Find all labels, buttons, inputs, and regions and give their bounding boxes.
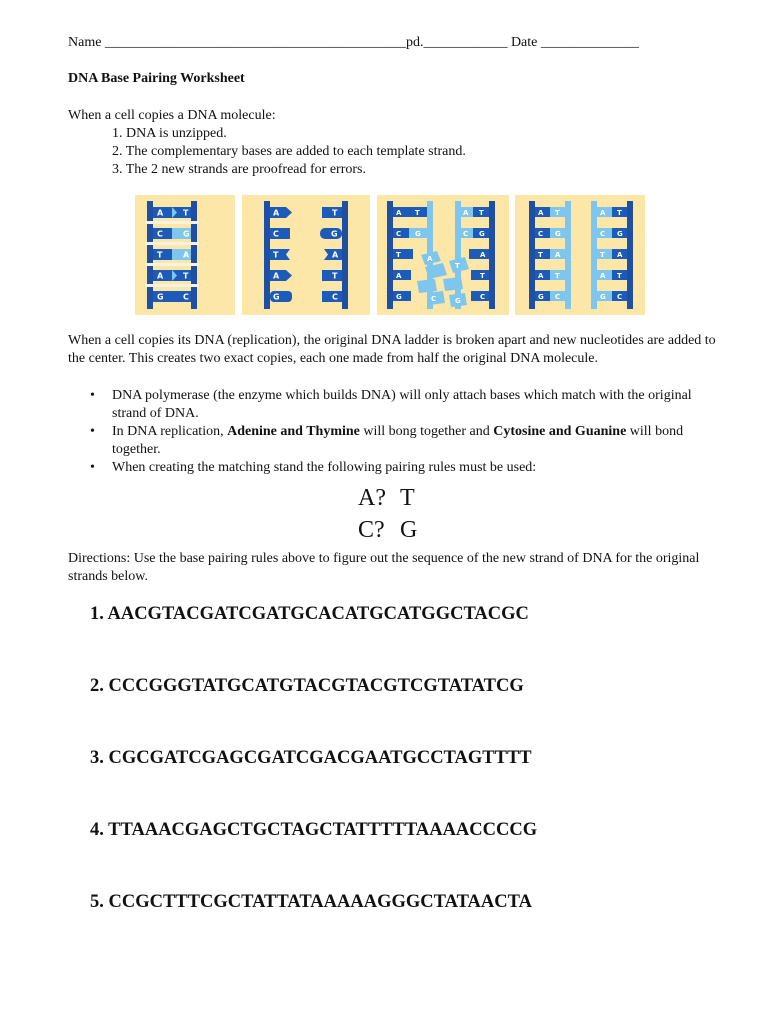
svg-text:A: A — [396, 272, 402, 280]
svg-text:C: C — [480, 293, 486, 301]
svg-text:T: T — [332, 208, 338, 218]
sequence-item-1: 1. AACGTACGATCGATGCACATGCATGGCTACGC — [90, 604, 529, 624]
bullet-marker: • — [90, 460, 95, 475]
svg-text:A: A — [183, 250, 190, 260]
svg-text:T: T — [480, 272, 485, 280]
svg-text:G: G — [538, 293, 544, 301]
sequence-item-4: 4. TTAAACGAGCTGCTAGCTATTTTTAAAACCCCG — [90, 820, 538, 840]
svg-text:C: C — [538, 230, 544, 238]
svg-text:T: T — [157, 250, 163, 260]
svg-text:C: C — [183, 292, 189, 302]
svg-text:C: C — [600, 230, 606, 238]
svg-text:A: A — [555, 251, 561, 259]
sequence-item-2: 2. CCCGGGTATGCATGTACGTACGTCGTATATCG — [90, 676, 524, 696]
svg-text:T: T — [183, 208, 189, 218]
svg-text:T: T — [555, 209, 560, 217]
svg-text:T: T — [183, 271, 189, 281]
svg-text:T: T — [415, 209, 420, 217]
svg-text:A: A — [617, 251, 623, 259]
rule-right: G — [400, 517, 418, 543]
svg-text:A: A — [396, 209, 402, 217]
bullet-item — [90, 423, 710, 459]
panel-new-bases-adding — [377, 195, 509, 315]
panel-intact-dna — [135, 195, 235, 315]
svg-text:G: G — [183, 229, 190, 239]
svg-text:G: G — [415, 230, 421, 238]
pairing-rules — [358, 482, 417, 546]
svg-text:C: C — [332, 292, 338, 302]
svg-text:T: T — [555, 272, 560, 280]
bullet-text-pre: In DNA replication, — [112, 424, 228, 439]
step-3: 3. The 2 new strands are proofread for errors. — [112, 162, 366, 177]
name-field[interactable]: ___________________________________________ — [104, 35, 406, 50]
bullet-marker: • — [90, 388, 95, 403]
svg-text:A: A — [332, 250, 339, 260]
period-label: pd. — [405, 35, 424, 50]
dna-replication-illustration — [135, 195, 645, 315]
worksheet-title: DNA Base Pairing Worksheet — [68, 71, 245, 86]
rule-c-g — [358, 514, 417, 546]
svg-text:A: A — [600, 209, 606, 217]
svg-text:C: C — [617, 293, 623, 301]
rule-right: T — [400, 485, 415, 511]
bullet-bold-at: Adenine and Thymine — [227, 424, 360, 439]
svg-text:C: C — [555, 293, 561, 301]
bullet-list — [90, 387, 710, 477]
bullet-text-post: will bond together. — [112, 424, 684, 457]
svg-text:G: G — [157, 292, 164, 302]
dna-replication-diagram — [135, 195, 645, 315]
svg-text:A: A — [157, 271, 164, 281]
period-field[interactable]: ____________ — [423, 35, 508, 50]
replication-steps — [112, 125, 466, 179]
svg-text:G: G — [455, 297, 461, 305]
svg-text:T: T — [538, 251, 543, 259]
svg-text:G: G — [600, 293, 606, 301]
intro-text: When a cell copies a DNA molecule: — [68, 108, 276, 123]
svg-text:T: T — [396, 251, 401, 259]
svg-text:A: A — [600, 272, 606, 280]
svg-text:T: T — [273, 250, 279, 260]
svg-text:T: T — [617, 272, 622, 280]
bullet-bold-cg: Cytosine and Guanine — [493, 424, 627, 439]
svg-text:C: C — [273, 229, 279, 239]
svg-text:G: G — [617, 230, 623, 238]
svg-text:T: T — [332, 271, 338, 281]
svg-text:G: G — [555, 230, 561, 238]
sequence-list — [90, 602, 537, 962]
sequence-item-5: 5. CCGCTTTCGCTATTATAAAAAGGGCTATAACTA — [90, 892, 532, 912]
step-2: 2. The complementary bases are added to each template strand. — [112, 144, 466, 159]
svg-text:A: A — [157, 208, 164, 218]
date-label: Date — [510, 35, 538, 50]
sequence-item-3: 3. CGCGATCGAGCGATCGACGAATGCCTAGTTTT — [90, 748, 532, 768]
svg-text:A: A — [273, 271, 280, 281]
svg-text:A: A — [538, 209, 544, 217]
rule-a-t — [358, 482, 417, 514]
svg-text:G: G — [396, 293, 402, 301]
bullet-item — [90, 459, 710, 477]
step-1: 1. DNA is unzipped. — [112, 126, 227, 141]
svg-text:G: G — [479, 230, 485, 238]
svg-text:C: C — [431, 295, 437, 303]
rule-left: A? — [358, 485, 386, 511]
svg-text:C: C — [157, 229, 163, 239]
bullet-text-mid: will bong together and — [359, 424, 494, 439]
svg-text:A: A — [463, 209, 469, 217]
svg-text:T: T — [479, 209, 484, 217]
svg-text:A: A — [538, 272, 544, 280]
panel-two-copies — [515, 195, 645, 315]
bullet-item — [90, 387, 710, 423]
svg-text:T: T — [455, 262, 460, 270]
date-field[interactable]: ______________ — [540, 35, 639, 50]
svg-text:G: G — [331, 229, 338, 239]
panel-unzipped-dna — [242, 195, 370, 315]
directions-text: Directions: Use the base pairing rules above to figure out the sequence of the new strand of DNA for the original strands below. — [68, 551, 700, 584]
svg-text:A: A — [427, 255, 433, 263]
svg-text:C: C — [463, 230, 469, 238]
bullet-marker: • — [90, 424, 95, 439]
bullet-text: When creating the matching stand the following pairing rules must be used: — [112, 460, 537, 475]
rule-left: C? — [358, 517, 385, 543]
name-label: Name — [68, 35, 102, 50]
svg-text:A: A — [480, 251, 486, 259]
svg-text:A: A — [273, 208, 280, 218]
bullet-text: DNA polymerase (the enzyme which builds DNA) will only attach bases which match with the original strand of DNA. — [112, 388, 692, 421]
svg-text:T: T — [617, 209, 622, 217]
svg-text:T: T — [600, 251, 605, 259]
student-info-line — [68, 34, 639, 52]
svg-text:C: C — [396, 230, 402, 238]
replication-paragraph: When a cell copies its DNA (replication), the original DNA ladder is broken apart and new nucleotides are added to the center. This creates two exact copies, each one made from half the original DNA molecule. — [68, 333, 716, 366]
svg-text:G: G — [273, 292, 280, 302]
